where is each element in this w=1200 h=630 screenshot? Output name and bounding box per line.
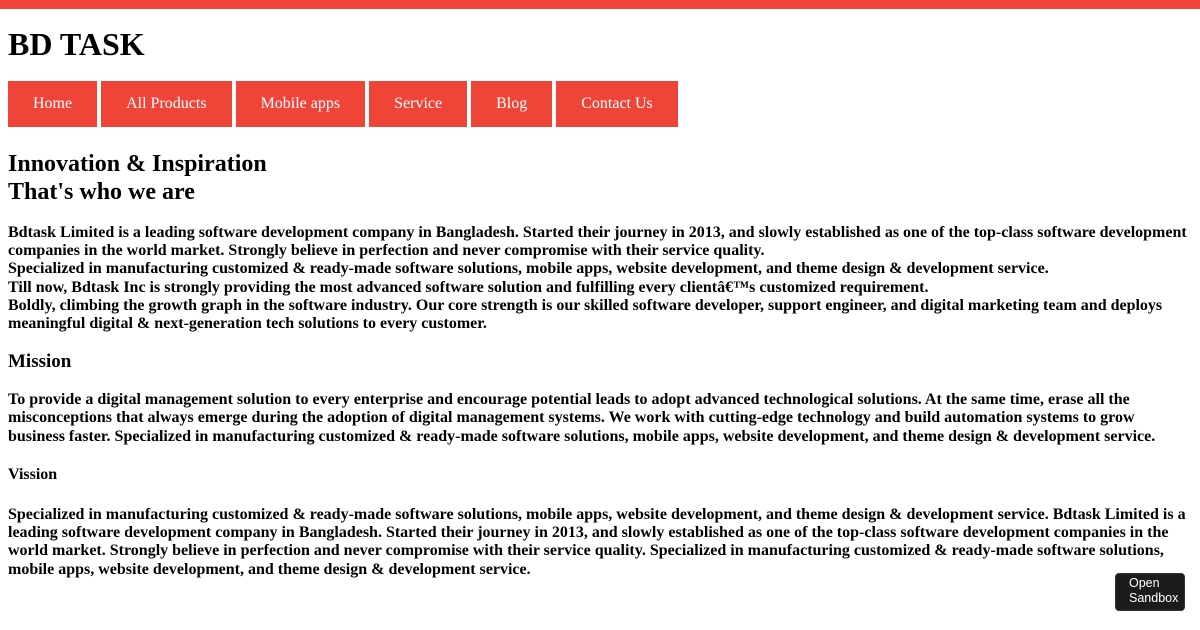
open-sandbox-button[interactable]: Open Sandbox: [1115, 573, 1185, 611]
top-accent-bar: [0, 0, 1200, 9]
nav-item-mobile-apps[interactable]: Mobile apps: [236, 81, 366, 127]
site-logo: BD TASK: [8, 26, 145, 62]
about-heading: [8, 150, 1192, 206]
about-intro-line-1: Bdtask Limited is a leading software development company in Bangladesh. Started their journey in 2013, and slowly established as one of the top-class software development companies in the world market. Strongly believe in perfection and never compromise with their service quality.: [8, 223, 1187, 260]
nav-item-home[interactable]: Home: [8, 81, 97, 127]
about-intro-line-4: Boldly, climbing the growth graph in the software industry. Our core strength is our skilled software developer, support engineer, and digital marketing team and deploys meaningful digital & next-generation tech solutions to every customer.: [8, 296, 1163, 332]
nav-item-blog[interactable]: Blog: [471, 81, 552, 127]
about-heading-line2: That's who we are: [8, 178, 195, 205]
vission-paragraph: Specialized in manufacturing customized & ready-made software solutions, mobile apps, website development, and theme design & development service. Bdtask Limited is a leading software development company in Bangladesh. Started their journey in 2013, and slowly established as one of the top-class software development companies in the world market. Strongly believe in perfection and never compromise with their service quality. Specialized in manufacturing customized & ready-made software solutions, mobile apps, website development, and theme design & development service.: [8, 505, 1186, 578]
page-content: [8, 26, 1192, 579]
main-nav: [8, 81, 1192, 127]
about-intro-paragraph: [8, 224, 1192, 333]
nav-item-service[interactable]: Service: [369, 81, 467, 127]
about-intro-line-2: Specialized in manufacturing customized & ready-made software solutions, mobile apps, website development, and theme design & development service.: [8, 260, 1049, 278]
mission-heading: Mission: [8, 351, 72, 373]
nav-item-contact-us[interactable]: Contact Us: [556, 81, 678, 127]
nav-item-all-products[interactable]: All Products: [101, 81, 231, 127]
about-intro-line-3: Till now, Bdtask Inc is strongly providing the most advanced software solution and fulfilling every clientâ€™s customized requirement.: [8, 278, 929, 296]
vission-heading: Vission: [8, 465, 58, 483]
about-heading-line1: Innovation & Inspiration: [8, 150, 267, 177]
mission-paragraph: To provide a digital management solution to every enterprise and encourage potential leads to adopt advanced technological solutions. At the same time, erase all the misconceptions that always emerge during the adoption of digital management systems. We work with cutting-edge technology and build automation systems to grow business faster. Specialized in manufacturing customized & ready-made software solutions, mobile apps, website development, and theme design & development service.: [8, 391, 1156, 445]
